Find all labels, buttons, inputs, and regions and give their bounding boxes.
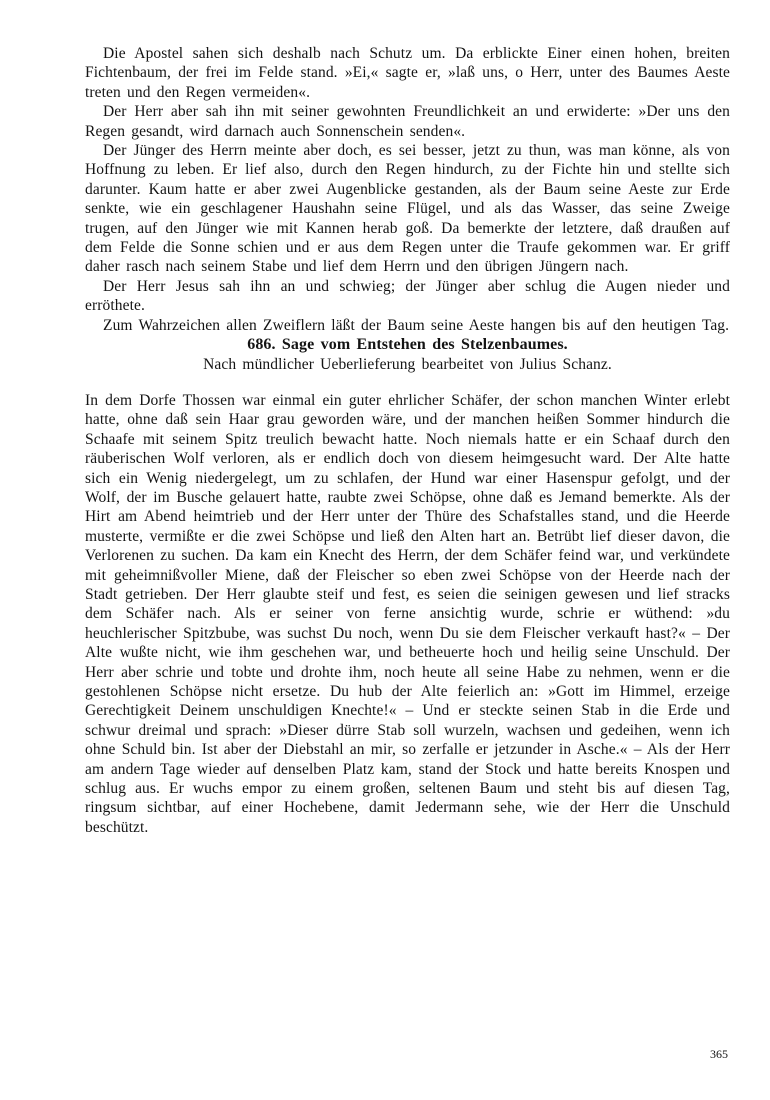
section-heading: 686. Sage vom Entstehen des Stelzenbaumes.: [247, 336, 568, 354]
section-subtitle: Nach mündlicher Ueberlieferung bearbeitet von Julius Schanz.: [203, 355, 612, 373]
text-block: [85, 44, 730, 837]
page-number: 365: [710, 1047, 728, 1061]
paragraph: Der Herr Jesus sah ihn an und schwieg; der Jünger aber schlug die Augen nieder und erröthete.: [85, 277, 730, 315]
section-body: In dem Dorfe Thossen war einmal ein guter ehrlicher Schäfer, der schon manchen Winter erlebt hatte, ohne daß sein Haar grau geworden wäre, und der manchen heißen Sommer hindurch die Schaafe mit seinem Spitz treulich bewacht hatte. Noch niemals hatte er ein Schaaf durch den räuberischen Wolf verloren, als er endlich doch von diesem heimgesucht ward. Der Alte hatte sich ein Wenig niedergelegt, um zu schlafen, der Hund war einer Hasenspur gefolgt, und der Wolf, der im Busche gelauert hatte, raubte zwei Schöpse, ohne daß es Jemand bemerkte. Als der Hirt am Abend heimtrieb und der Herr unter der Thüre des Schafstalles stand, und die Heerde musterte, vermißte er die zwei Schöpse und ließ den Alten hart an. Betrübt lief dieser davon, die Verlorenen zu suchen. Da kam ein Knecht des Herrn, der dem Schäfer feind war, und verkündete mit geheimnißvoller Miene, daß der Fleischer so eben zwei Schöpse von der Heerde nach der Stadt getrieben. Der Herr glaubte steif und fest, es seien die seinigen gewesen und lief stracks dem Schäfer nach. Als er seiner von ferne ansichtig wurde, schrie er wüthend: »du heuchlerischer Spitzbube, was suchst Du noch, wenn Du sie dem Fleischer verkauft hast?« – Der Alte wußte nicht, wie ihm geschehen war, und betheuerte hoch und heilig seine Unschuld. Der Herr aber schrie und tobte und drohte ihm, noch heute all seine Habe zu nehmen, wenn er die gestohlenen Schöpse nicht ersetze. Du hub der Alte feierlich an: »Gott im Himmel, erzeige Gerechtigkeit Deinem unschuldigen Knechte!« – Und er steckte seinen Stab in die Erde und schwur dreimal und sprach: »Dieser dürre Stab soll wurzeln, wachsen und gedeihen, wenn ich ohne Schuld bin. Ist aber der Diebstahl an mir, so zerfalle er jetzunder in Asche.« – Als der Herr am andern Tage wieder auf denselben Platz kam, stand der Stock und hatte bereits Knospen und schlug aus. Er wuchs empor zu einem großen, seltenen Baum und steht bis auf diesen Tag, ringsum sichtbar, auf einer Hochebene, damit Jedermann sehe, wie der Herr die Unschuld beschützt.: [85, 391, 730, 836]
paragraph: Zum Wahrzeichen allen Zweiflern läßt der Baum seine Aeste hangen bis auf den heutigen Tag.: [103, 316, 730, 334]
paragraph: Die Apostel sahen sich deshalb nach Schutz um. Da erblickte Einer einen hohen, breiten Fichtenbaum, der frei im Felde stand. »Ei,« sagte er, »laß uns, o Herr, unter des Baumes Aeste treten und den Regen vermeiden«.: [85, 45, 730, 101]
paragraph: Der Jünger des Herrn meinte aber doch, es sei besser, jetzt zu thun, was man könne, als von Hoffnung zu leben. Er lief also, durch den Regen hindurch, zu der Fichte hin und stellte sich darunter. Kaum hatte er aber zwei Augenblicke gestanden, als der Baum seine Aeste zur Erde senkte, wie ein geschlagener Haushahn seine Flügel, und als das Wasser, das seine Zweige trugen, auf den Jünger wie mit Kannen herab goß. Da bemerkte der letztere, daß draußen auf dem Felde die Sonne schien und er aus dem Regen unter die Traufe gekommen war. Er griff daher rasch nach seinem Stabe und lief dem Herrn und den übrigen Jüngern nach.: [85, 142, 730, 276]
paragraph: Der Herr aber sah ihn mit seiner gewohnten Freundlichkeit an und erwiderte: »Der uns den Regen gesandt, wird darnach auch Sonnenschein senden«.: [85, 103, 730, 140]
